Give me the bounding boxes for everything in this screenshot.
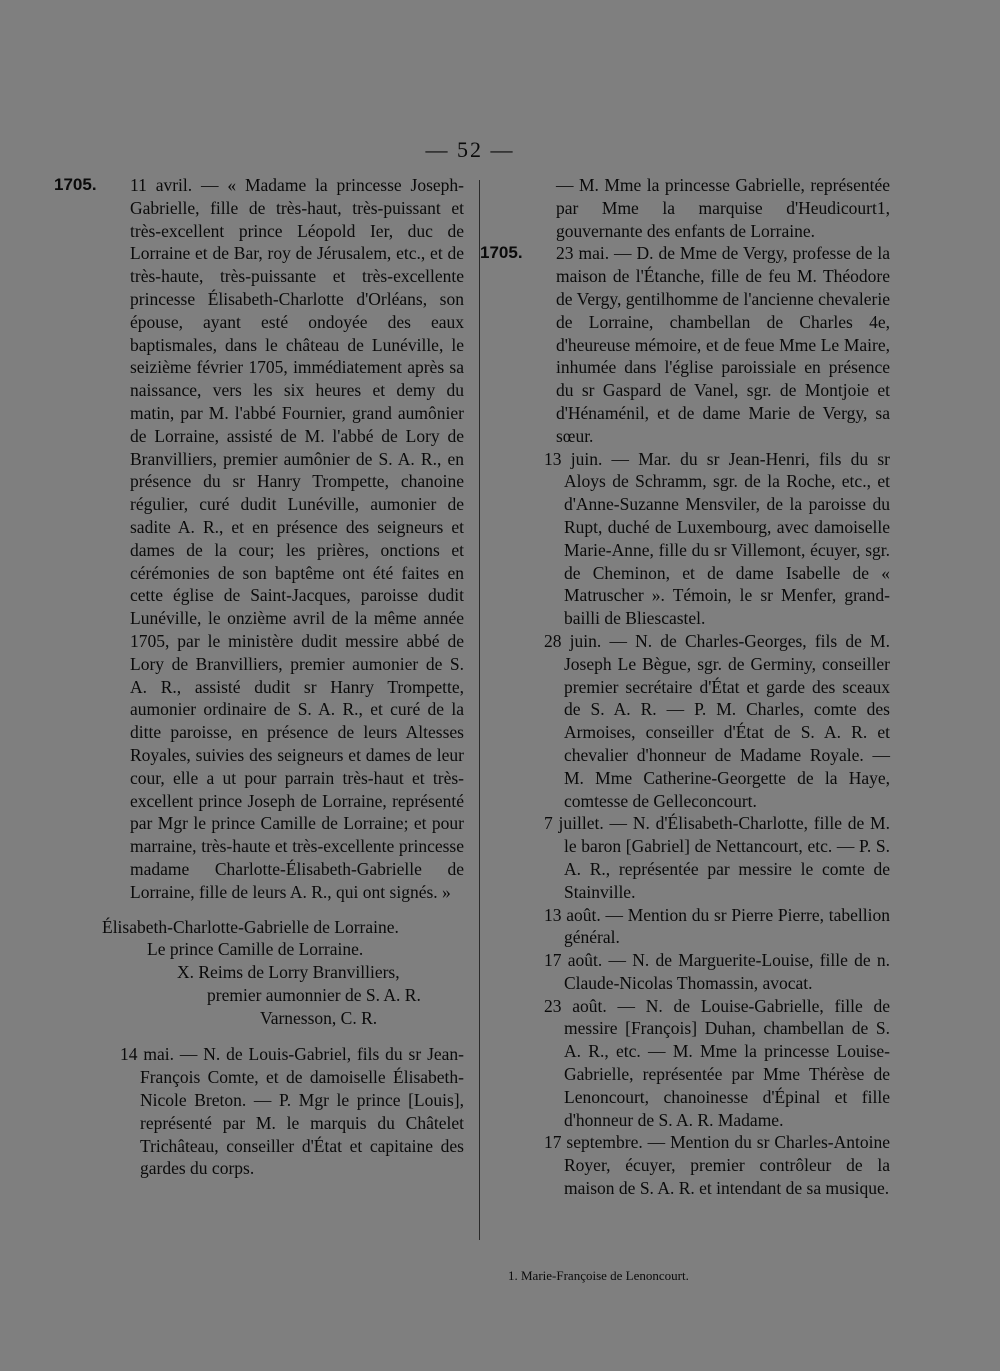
entry-text: 17 septembre. — Mention du sr Charles-Antoine Royer, écuyer, premier contrôleur de la maison de S. A. R. et intendant de sa musique. bbox=[544, 1132, 890, 1199]
entry-text: 28 juin. — N. de Charles-Georges, fils de M. Joseph Le Bègue, sgr. de Germiny, conseiller premier secrétaire d'État et garde des sceaux de S. A. R. — P. M. Charles, comte des Armoises, conseiller d'État de S. A. R. et chevalier d'honneur de Madame Royale. — M. Mme Catherine-Georgette de la Haye, comtesse de Gelleconcourt. bbox=[544, 630, 890, 811]
entry-text: 7 juillet. — N. d'Élisabeth-Charlotte, fille de M. le baron [Gabriel] de Nettancourt, etc. — P. S. A. R., représentée par messire le comte de Stainville. bbox=[544, 813, 890, 902]
signature-line: premier aumonnier de S. A. R. bbox=[207, 984, 421, 1005]
signature-line: Élisabeth-Charlotte-Gabrielle de Lorraine. bbox=[102, 916, 399, 937]
entry-juin-13 bbox=[480, 448, 890, 630]
signatures-block bbox=[54, 916, 464, 1030]
entry-text: 23 août. — N. de Louise-Gabrielle, fille de messire [François] Duhan, chambellan de S. A. R., etc. — M. Mme la princesse Louise-Gabrielle, représentée par Mme Thérèse de Lenoncourt, chanoinesse d'Épinal et fille d'honneur de S. A. R. Madame. bbox=[544, 995, 890, 1130]
entry-text: — M. Mme la princesse Gabrielle, représentée par Mme la marquise d'Heudicourt1, gouvernante des enfants de Lorraine. bbox=[556, 175, 890, 241]
entry-aout-17 bbox=[480, 949, 890, 995]
entry-juillet-7 bbox=[480, 812, 890, 903]
entry-continuation bbox=[480, 174, 890, 242]
entry-text: 13 août. — Mention du sr Pierre Pierre, tabellion général. bbox=[544, 904, 890, 948]
entry-mai bbox=[54, 1043, 464, 1180]
entry-1705-mai bbox=[480, 242, 890, 447]
footnote: 1. Marie-Françoise de Lenoncourt. bbox=[508, 1268, 689, 1283]
right-column bbox=[480, 174, 890, 1200]
left-column bbox=[54, 174, 464, 1180]
signature-line: Varnesson, C. R. bbox=[260, 1007, 378, 1028]
signature-line: Le prince Camille de Lorraine. bbox=[147, 939, 364, 960]
entry-aout-13 bbox=[480, 904, 890, 950]
entry-year: 1705. bbox=[54, 175, 97, 194]
signature-line: X. Reims de Lorry Branvilliers, bbox=[177, 962, 400, 983]
entry-text: 11 avril. — « Madame la princesse Joseph-Gabrielle, fille de très-haut, très-puissant et très-excellent prince Léopold Ier, duc de Lorraine et de Bar, roy de Jérusalem, etc., et de très-haute, très-puissante et très-excellente princesse Élisabeth-Charlotte d'Orléans, son épouse, ayant esté ondoyée des eaux baptismales, dans le château de Lunéville, le seizième février 1705, immédiatement après sa naissance, vers les six heures et demy du matin, par M. l'abbé Fournier, grand aumônier de Lorraine, assisté de M. l'abbé de Lory de Branvilliers, premier aumônier de S. A. R., en présence du sr Hanry Trompette, chanoine régulier, curé dudit Lunéville, aumonier de sadite A. R., et en présence des seigneurs et dames de la cour; les prières, onctions et cérémonies de son baptême ont été faites en cette église de Saint-Jacques, paroisse dudit Lunéville, le onzième avril de la même année 1705, par le ministère dudit messire abbé de Lory de Branvilliers, premier aumonier de S. A. R., assisté dudit sr Hanry Trompette, aumonier ordinaire de S. A. R., et curé de la ditte paroisse, en présence de leurs Altesses Royales, suivies des seigneurs et dames de leur cour, elle a ut pour parrain très-haut et très-excellent prince Joseph de Lorraine, représenté par Mgr le prince Camille de Lorraine; et pour marraine, très-haute et très-excellente princesse madame Charlotte-Élisabeth-Gabrielle de Lorraine, fille de leurs A. R., qui ont signés. » bbox=[130, 175, 464, 902]
entry-aout-23 bbox=[480, 995, 890, 1132]
entry-1705-avril bbox=[54, 174, 464, 904]
entry-text: 13 juin. — Mar. du sr Jean-Henri, fils du sr Aloys de Schramm, sgr. de la Roche, etc., et d'Anne-Suzanne Mensviler, de la paroisse du Rupt, duché de Luxembourg, avec damoiselle Marie-Anne, fille du sr Villemont, écuyer, sgr. de Cheminon, et de dame Isabelle de « Matruscher ». Témoin, le sr Menfer, grand-bailli de Bliescastel. bbox=[544, 448, 890, 629]
page-number: — 52 — bbox=[425, 137, 515, 162]
entry-text: 14 mai. — N. de Louis-Gabriel, fils du sr Jean-François Comte, et de damoiselle Élisabeth-Nicole Breton. — P. Mgr le prince [Louis], représenté par M. le marquis du Châtelet Trichâteau, conseiller d'État et capitaine des gardes du corps. bbox=[120, 1044, 464, 1179]
entry-juin-28 bbox=[480, 630, 890, 812]
entry-septembre-17 bbox=[480, 1131, 890, 1199]
entry-year: 1705. bbox=[480, 243, 523, 263]
entry-text: 23 mai. — D. de Mme de Vergy, professe de la maison de l'Étanche, fille de feu M. Théodore de Vergy, gentilhomme de l'ancienne chevalerie de Lorraine, chambellan de Charles 4e, d'heureuse mémoire, et de feue Mme Le Maire, inhumée dans l'église paroissiale en présence du sr Gaspard de Vanel, sgr. de Montjoie et d'Hénaménil, et de dame Marie de Vergy, sa sœur. bbox=[556, 243, 890, 446]
entry-text: 17 août. — N. de Marguerite-Louise, fille de n. Claude-Nicolas Thomassin, avocat. bbox=[544, 950, 890, 993]
